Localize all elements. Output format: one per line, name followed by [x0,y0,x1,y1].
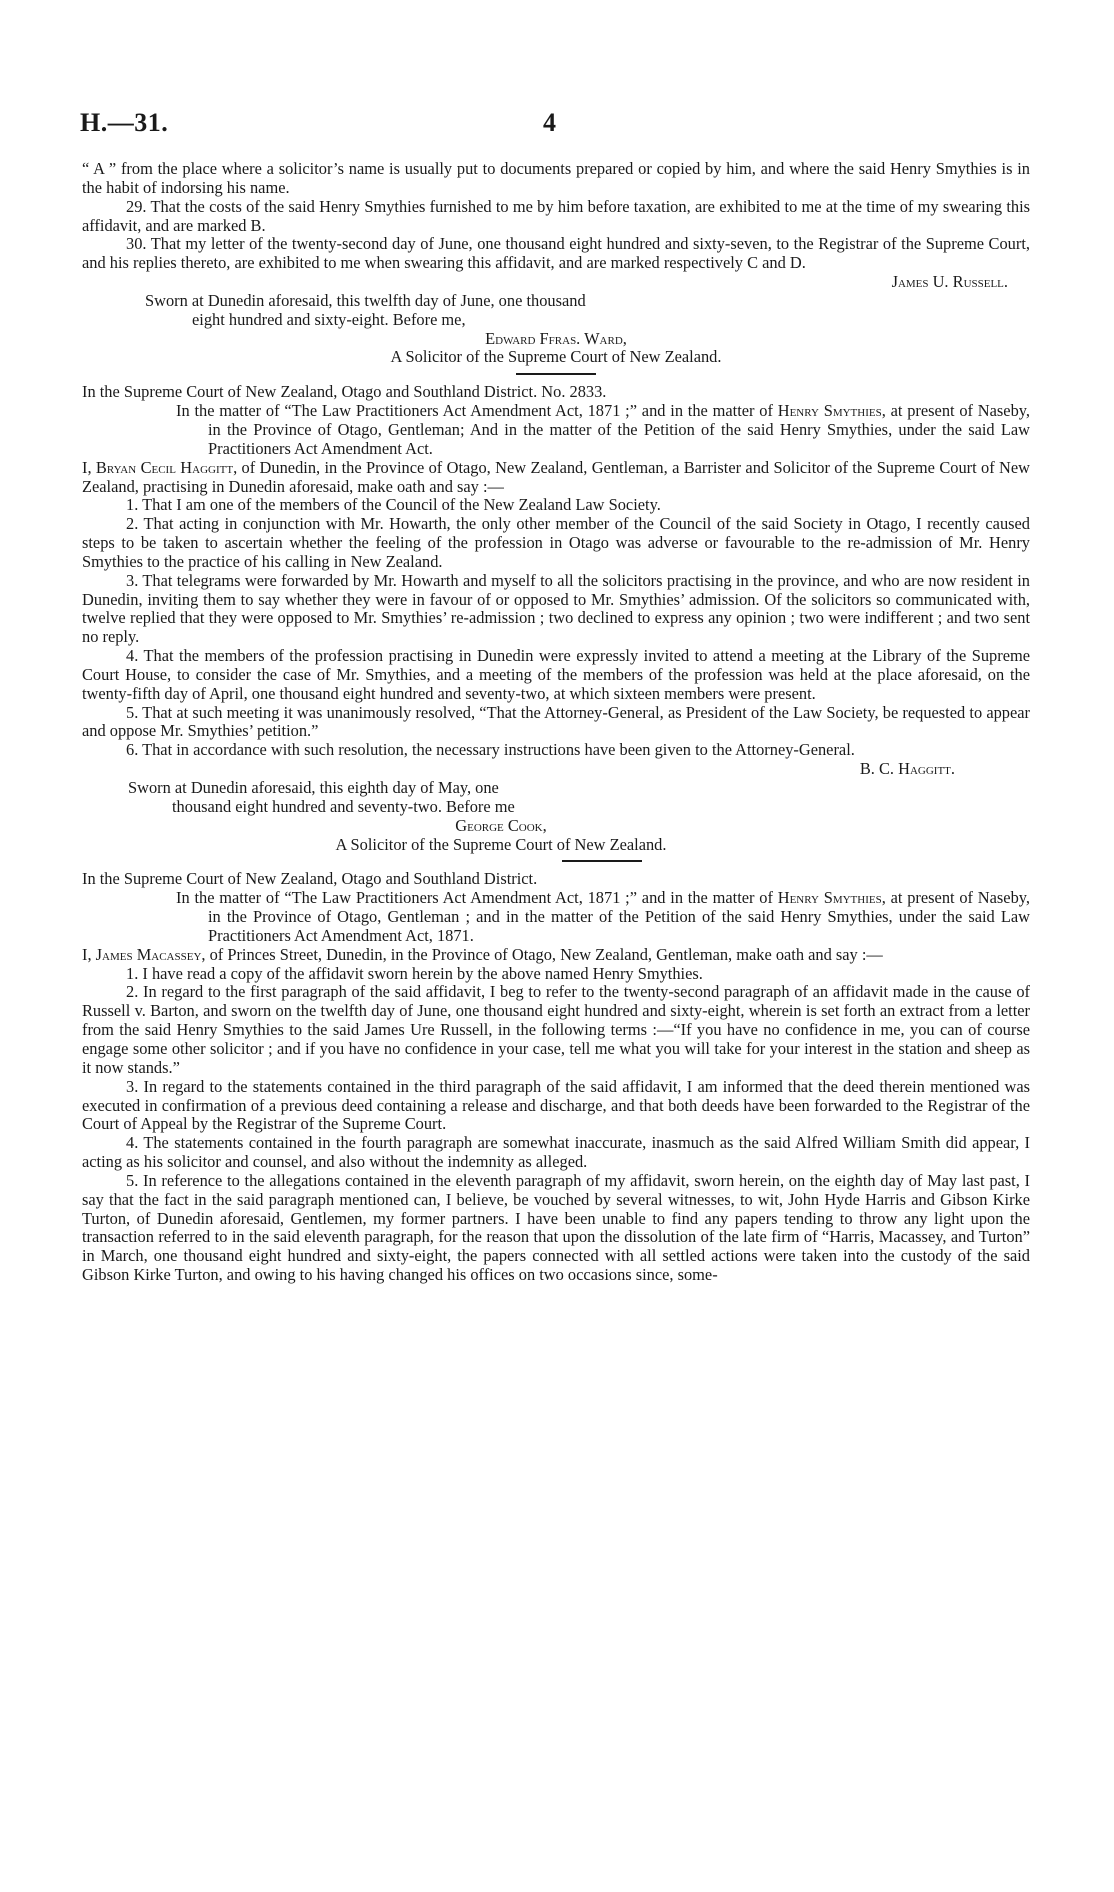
jurat-line: eight hundred and sixty-eight. Before me, [192,309,466,329]
paragraph: 3. In regard to the statements contained in the third paragraph of the said affidavit, I am informed that the deed therein mentioned was executed in confirmation of a previous deed containing a release and discharge, and that both deeds have been forwarded to the Registrar of the Court of Appeal by the Registrar of the Supreme Court. [82,1076,1030,1134]
paragraph: 1. That I am one of the members of the Council of the New Zealand Law Society. [126,495,661,515]
deponent-name: James Macassey [95,944,202,964]
deponent-text: I, [82,457,96,477]
section-divider [562,860,642,862]
jurat-line: Sworn at Dunedin aforesaid, this twelfth day of June, one thousand [145,290,586,310]
deponent-paragraph [82,946,1030,965]
paragraph: 4. That the members of the profession practising in Dunedin were expressly invited to attend a meeting at the Library of the Supreme Court House, to consider the case of Mr. Smythies, and a meeting of the members of the profession was held at the place aforesaid, on the twenty-fifth day of April, one thousand eight hundred and seventy-two, at which sixteen members were present. [82,646,1030,703]
paragraph: 3. That telegrams were forwarded by Mr. Howarth and myself to all the solicitors practising in the province, and who are now resident in Dunedin, inviting them to say whether they were in favour of or opposed to Mr. Smythies’ admission. Of the solicitors so communicated with, twelve replied that they were opposed to Mr. Smythies’ re-admission ; two declined to express any opinion ; two were indifferent ; and two sent no reply. [82,570,1030,647]
witness-title: A Solicitor of the Supreme Court of New Zealand. [335,834,667,854]
paragraph: 4. The statements contained in the fourth paragraph are somewhat inaccurate, inasmuch as the said Alfred William Smith did appear, I acting as his solicitor and counsel, and also without the indemnity as alleged. [82,1133,1030,1172]
matter-text: , at present of Naseby, in the Province of Otago, Gentleman; And in the matter of the Petition of the said Henry Smythies, under the said Law Practitioners Act Amendment Act. [208,401,1030,458]
witness-title: A Solicitor of the Supreme Court of New Zealand. [390,347,722,367]
court-heading: In the Supreme Court of New Zealand, Otago and Southland District. No. 2833. [82,382,607,402]
jurat-line: Sworn at Dunedin aforesaid, this eighth day of May, one [128,778,499,797]
matter-heading [82,889,1030,946]
deponent-paragraph [82,459,1030,497]
deponent-text: I, [82,944,96,964]
matter-heading [82,402,1030,459]
section-divider [516,373,596,375]
paragraph: 1. I have read a copy of the affidavit sworn herein by the above named Henry Smythies. [126,963,703,983]
paragraph: 2. That acting in conjunction with Mr. Howarth, the only other member of the Council of the said Society in Otago, I recently caused steps to be taken to ascertain whether the feeling of the profession in Otago was adverse or favourable to the re-admission of Mr. Henry Smythies to the practice of his calling in New Zealand. [82,514,1030,571]
signature: James U. Russell. [891,272,1008,292]
court-heading: In the Supreme Court of New Zealand, Otago and Southland District. [82,869,538,889]
paragraph: 5. That at such meeting it was unanimously resolved, “That the Attorney-General, as President of the Law Society, be requested to appear and oppose Mr. Smythies’ petition.” [82,702,1030,741]
matter-text: In the matter of “The Law Practitioners Act Amendment Act, 1871 ;” and in the matter of [176,401,778,421]
party-name: Henry Smythies [777,401,882,421]
witness-name: George Cook, [455,815,547,835]
deponent-name: Bryan Cecil Haggitt [95,457,234,477]
signature: B. C. Haggitt. [859,759,955,779]
party-name: Henry Smythies [777,888,882,908]
deponent-text: , of Princes Street, Dunedin, in the Province of Otago, New Zealand, Gentleman, make oath and say :— [201,944,883,964]
jurat-line: thousand eight hundred and seventy-two. Before me [172,796,515,816]
page-number: 4 [543,108,556,137]
paragraph: 29. That the costs of the said Henry Smythies furnished to me by him before taxation, are exhibited to me at the time of my swearing this affidavit, and are marked B. [82,196,1030,235]
paragraph: 5. In reference to the allegations contained in the eleventh paragraph of my affidavit, sworn herein, on the eighth day of May last past, I say that the fact in the said paragraph mentioned can, I believe, be vouched by several witnesses, to wit, John Hyde Harris and Gibson Kirke Turton, of Dunedin aforesaid, Gentlemen, my former partners. I have been unable to find any papers tending to throw any light upon the transaction referred to in the said eleventh paragraph, for the reason that upon the dissolution of the late firm of “Harris, Macassey, and Turton” in March, one thousand eight hundred and sixty-eight, the papers connected with all settled actions were taken into the custody of the said Gibson Kirke Turton, and owing to his having changed his offices on two occasions since, some- [82,1170,1030,1285]
paragraph: 2. In regard to the first paragraph of the said affidavit, I beg to refer to the twenty-second paragraph of an affidavit made in the cause of Russell v. Barton, and sworn on the twelfth day of June, one thousand eight hundred and sixty-eight, wherein is set forth an extract from a letter from the said Henry Smythies to the said James Ure Russell, in the following terms :—“If you have no confidence in me, you can of course engage some other solicitor ; and if you have no confidence in your case, tell me what you will take for your interest in the station and sheep as it now stands.” [82,982,1030,1077]
matter-text: In the matter of “The Law Practitioners Act Amendment Act, 1871 ;” and in the matter of [176,888,778,908]
paragraph: “ A ” from the place where a solicitor’s name is usually put to documents prepared or copied by him, and where the said Henry Smythies is in the habit of indorsing his name. [82,159,1030,197]
matter-text: , at present of Naseby, in the Province of Otago, Gentleman ; and in the matter of the Petition of the said Henry Smythies, under the said Law Practitioners Act Amendment Act, 1871. [208,888,1030,945]
witness-name: Edward Ffras. Ward, [485,328,627,348]
paragraph: 30. That my letter of the twenty-second day of June, one thousand eight hundred and sixty-seven, to the Registrar of the Supreme Court, and his replies thereto, are exhibited to me when swearing this affidavit, and are marked respectively C and D. [82,234,1030,273]
document-body [82,160,1030,1285]
deponent-text: , of Dunedin, in the Province of Otago, New Zealand, Gentleman, a Barrister and Solicitor of the Supreme Court of New Zealand, practising in Dunedin aforesaid, make oath and say :— [82,457,1030,496]
paragraph: 6. That in accordance with such resolution, the necessary instructions have been given to the Attorney-General. [126,740,855,760]
document-reference: H.—31. [80,108,169,137]
